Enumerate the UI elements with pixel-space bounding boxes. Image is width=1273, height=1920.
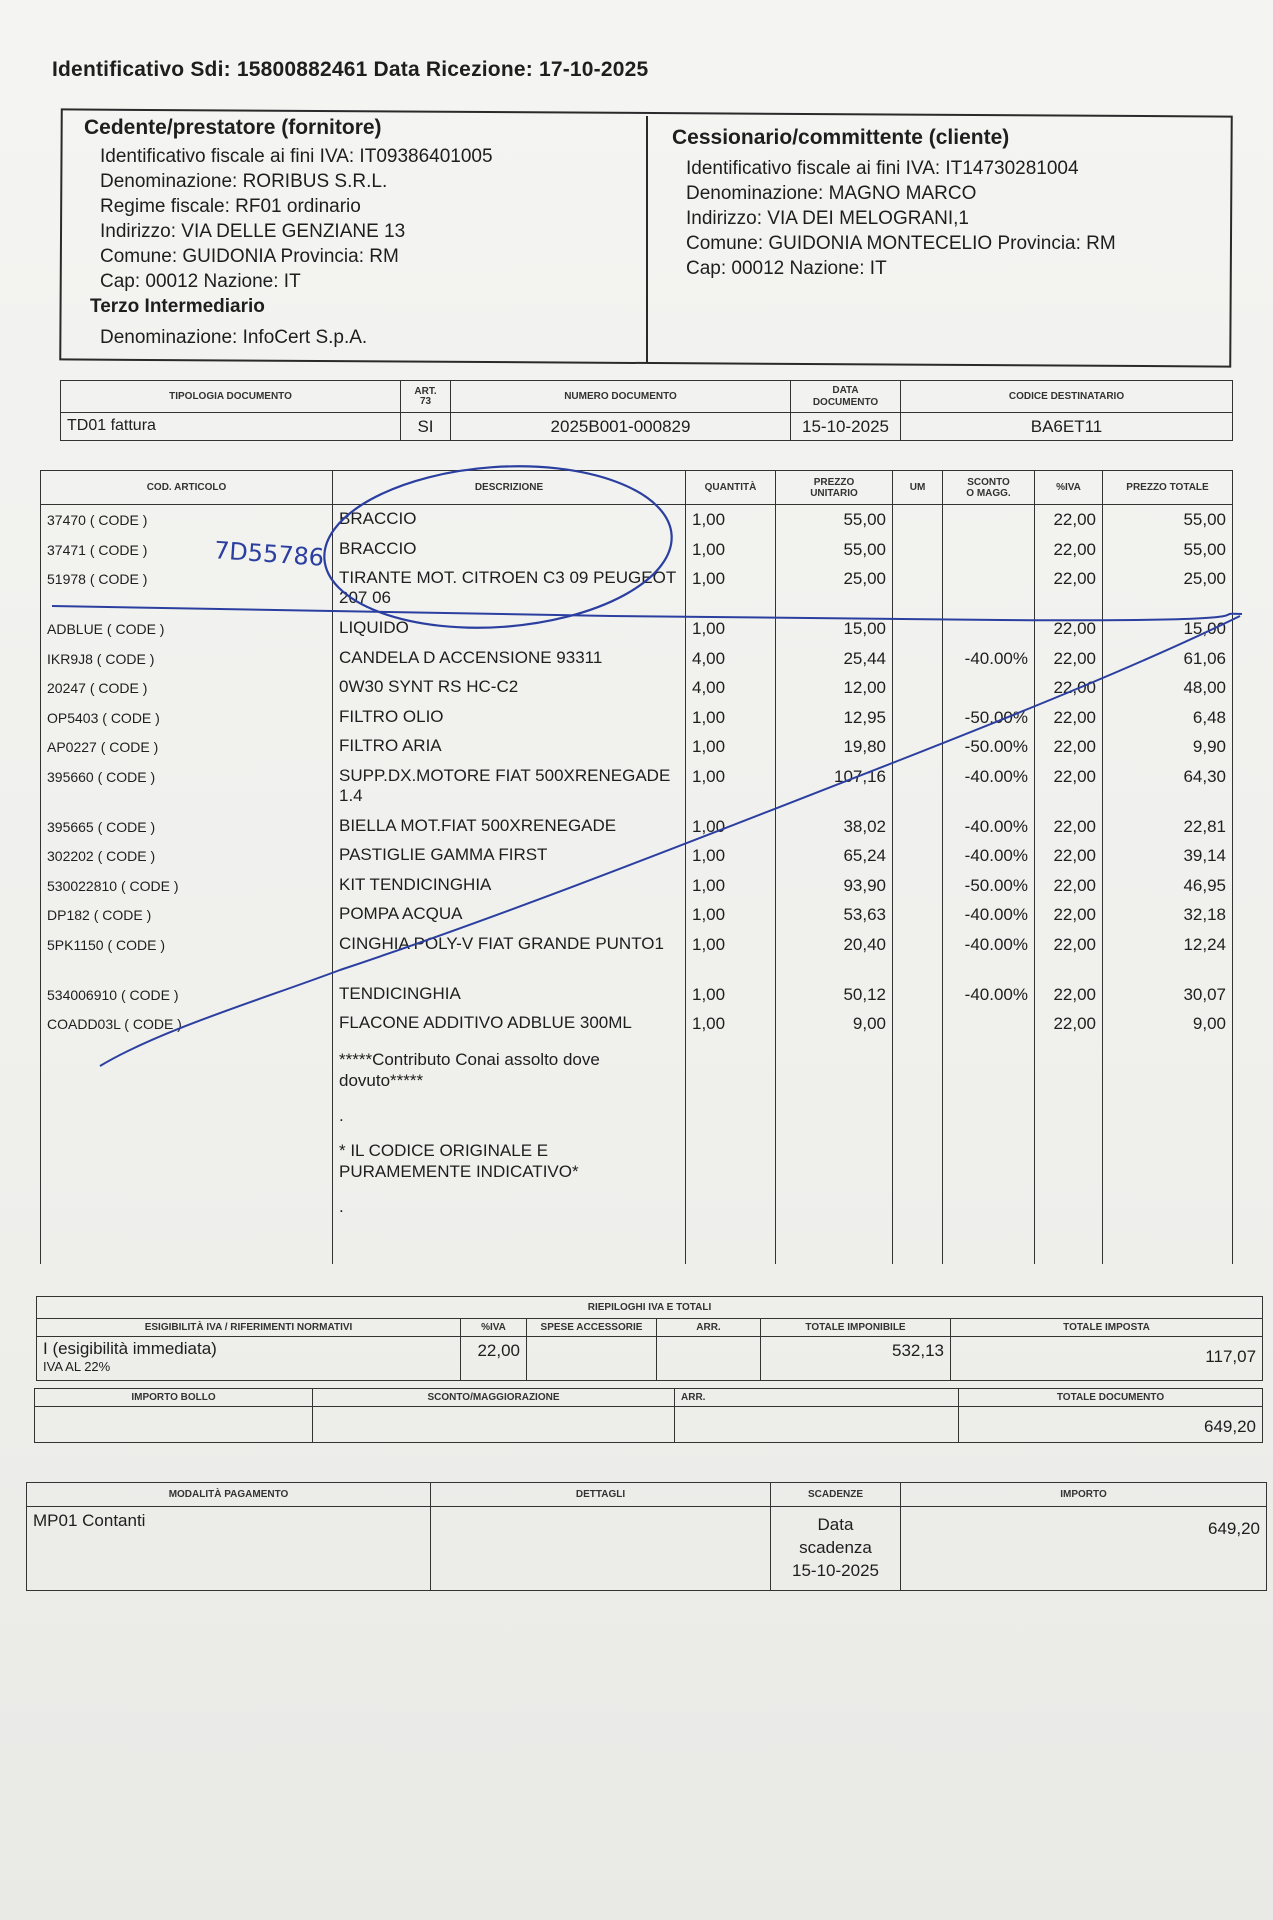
item-qty: 4,00 [692, 648, 726, 668]
item-disc: -40.00% [964, 934, 1028, 954]
item-desc: FLACONE ADDITIVO ADBLUE 300ML [339, 1013, 632, 1032]
pay-due: Data scadenza 15-10-2025 [771, 1507, 901, 1591]
qty-column [686, 505, 776, 1265]
item-qty: 1,00 [692, 510, 726, 529]
item-desc: 0W30 SYNT RS HC-C2 [339, 677, 519, 696]
item-total: 32,18 [1183, 905, 1226, 924]
item-disc [949, 1013, 1028, 1043]
item-total: 22,81 [1183, 816, 1226, 836]
item-code: 534006910 ( CODE ) [47, 986, 179, 1003]
item-price: 93,90 [843, 875, 886, 895]
arr-cell [657, 1337, 761, 1381]
seller-line: Cap: 00012 Nazione: IT [100, 271, 301, 292]
item-code: 395660 ( CODE ) [47, 768, 156, 785]
item-code: 51978 ( CODE ) [47, 571, 148, 587]
seller-line: Denominazione: RORIBUS S.R.L. [100, 171, 388, 192]
sdi-header: Identificativo Sdi: 15800882461 Data Ricezione: 17-10-2025 [52, 58, 649, 81]
item-qty: 1,00 [692, 619, 726, 638]
item-code: OP5403 ( CODE ) [47, 709, 160, 726]
intermediary-title: Terzo Intermediario [90, 296, 265, 317]
item-price: 12,95 [843, 707, 886, 727]
item-total: 61,06 [1183, 648, 1226, 668]
item-desc: FILTRO OLIO [339, 706, 444, 726]
art73-header: ART. 73 [401, 381, 451, 413]
item-iva: 22,00 [1053, 905, 1096, 924]
item-total: 15,00 [1183, 619, 1226, 638]
party-divider [646, 116, 648, 362]
item-qty: 1,00 [692, 539, 726, 559]
bollo-cell [35, 1407, 313, 1443]
item-iva: 22,00 [1053, 846, 1096, 865]
esig-cell [37, 1337, 461, 1381]
totdoc-header: TOTALE DOCUMENTO [959, 1389, 1263, 1407]
item-qty: 1,00 [692, 816, 726, 836]
item-note: . [339, 1105, 344, 1125]
esig-value: I (esigibilità immediata) [43, 1339, 217, 1358]
pay-amount: 649,20 [901, 1507, 1267, 1591]
item-disc [949, 509, 1028, 539]
item-iva: 22,00 [1053, 569, 1096, 588]
art73-value: SI [401, 413, 451, 441]
item-code: 302202 ( CODE ) [47, 848, 156, 864]
seller-block [84, 116, 634, 350]
pay-amount-header: IMPORTO [901, 1483, 1267, 1507]
item-desc: FILTRO ARIA [339, 736, 442, 755]
item-code: 395665 ( CODE ) [47, 818, 156, 835]
item-total: 30,07 [1183, 984, 1226, 1004]
col-code-header: COD. ARTICOLO [41, 471, 333, 505]
seller-line: Regime fiscale: RF01 ordinario [100, 196, 361, 217]
buyer-line: Identificativo fiscale ai fini IVA: IT14730281004 [686, 158, 1079, 179]
item-disc: -40.00% [964, 984, 1028, 1004]
item-desc: SUPP.DX.MOTORE FIAT 500XRENEGADE 1.4 [339, 765, 671, 805]
item-total: 48,00 [1183, 678, 1226, 697]
doc-type-header: TIPOLOGIA DOCUMENTO [61, 381, 401, 413]
item-desc: POMPA ACQUA [339, 904, 463, 923]
item-total: 6,48 [1192, 707, 1226, 727]
item-iva: 22,00 [1053, 707, 1096, 727]
item-desc: TIRANTE MOT. CITROEN C3 09 PEUGEOT 207 06 [339, 568, 676, 607]
item-qty: 1,00 [692, 875, 726, 895]
item-qty: 1,00 [692, 569, 726, 588]
item-total: 39,14 [1183, 846, 1226, 865]
item-code: 37470 ( CODE ) [47, 512, 148, 528]
item-qty: 1,00 [692, 846, 726, 865]
item-disc: -50.00% [964, 875, 1028, 895]
buyer-line: Denominazione: MAGNO MARCO [686, 183, 977, 204]
recipient-code-header: CODICE DESTINATARIO [901, 381, 1233, 413]
pay-mode: MP01 Contanti [27, 1507, 431, 1591]
col-discount-header: SCONTO O MAGG. [943, 471, 1035, 505]
item-note: * IL CODICE ORIGINALE E PURAMEMENTE INDICATIVO* [339, 1140, 579, 1181]
item-qty: 1,00 [692, 984, 726, 1004]
item-qty: 1,00 [692, 737, 726, 756]
arr-header: ARR. [657, 1319, 761, 1337]
item-desc: BRACCIO [339, 509, 417, 528]
item-desc: KIT TENDICINGHIA [339, 874, 492, 894]
seller-title: Cedente/prestatore (fornitore) [84, 116, 382, 139]
imposta-value: 117,07 [951, 1337, 1263, 1381]
item-qty: 1,00 [692, 707, 726, 727]
item-iva: 22,00 [1053, 934, 1096, 954]
item-qty: 1,00 [692, 934, 726, 954]
col-price-header: PREZZO UNITARIO [776, 471, 893, 505]
item-total: 46,95 [1183, 875, 1226, 895]
um-column [893, 505, 943, 1265]
item-desc: PASTIGLIE GAMMA FIRST [339, 845, 548, 864]
item-iva: 22,00 [1053, 984, 1096, 1004]
item-price: 25,44 [843, 648, 886, 668]
item-price: 53,63 [843, 905, 886, 924]
doc-number-header: NUMERO DOCUMENTO [451, 381, 791, 413]
buyer-line: Comune: GUIDONIA MONTECELIO Provincia: RM [686, 233, 1116, 254]
item-price: 12,00 [843, 678, 886, 697]
arr2-header: ARR. [675, 1389, 959, 1407]
payment-table [26, 1482, 1267, 1591]
buyer-line: Indirizzo: VIA DEI MELOGRANI,1 [686, 208, 969, 229]
item-price: 9,00 [852, 1014, 886, 1033]
item-code: COADD03L ( CODE ) [47, 1016, 182, 1032]
item-code: ADBLUE ( CODE ) [47, 621, 165, 637]
pay-details [431, 1507, 771, 1591]
item-price: 55,00 [843, 539, 886, 559]
pay-mode-header: MODALITÀ PAGAMENTO [27, 1483, 431, 1507]
item-disc: -50.00% [964, 737, 1028, 756]
item-disc [949, 568, 1028, 618]
pay-details-header: DETTAGLI [431, 1483, 771, 1507]
item-iva: 22,00 [1053, 678, 1096, 697]
item-price: 50,12 [843, 984, 886, 1004]
item-iva: 22,00 [1053, 766, 1096, 786]
item-qty: 1,00 [692, 905, 726, 924]
totdoc-value: 649,20 [959, 1407, 1263, 1443]
buyer-title: Cessionario/committente (cliente) [672, 126, 1010, 149]
item-disc: -50.00% [964, 707, 1028, 727]
item-code: 37471 ( CODE ) [47, 541, 148, 558]
item-price: 20,40 [843, 934, 886, 954]
item-iva: 22,00 [1053, 539, 1096, 559]
item-note: *****Contributo Conai assolto dove dovuto***** [339, 1049, 600, 1090]
seller-line: Identificativo fiscale ai fini IVA: IT09386401005 [100, 146, 493, 167]
esig-sub: IVA AL 22% [43, 1359, 111, 1374]
summary-title: RIEPILOGHI IVA E TOTALI [37, 1297, 1263, 1319]
spese-header: SPESE ACCESSORIE [527, 1319, 657, 1337]
item-price: 107,16 [834, 766, 886, 786]
sconto-header: SCONTO/MAGGIORAZIONE [313, 1389, 675, 1407]
item-total: 9,00 [1192, 1014, 1226, 1033]
bollo-header: IMPORTO BOLLO [35, 1389, 313, 1407]
seller-line: Indirizzo: VIA DELLE GENZIANE 13 [100, 221, 406, 242]
summary-iva: 22,00 [461, 1337, 527, 1381]
vat-summary-table [36, 1296, 1263, 1381]
sconto-cell [313, 1407, 675, 1443]
item-disc: -40.00% [964, 846, 1028, 865]
seller-line: Comune: GUIDONIA Provincia: RM [100, 246, 399, 267]
item-iva: 22,00 [1053, 510, 1096, 529]
imponibile-value: 532,13 [761, 1337, 951, 1381]
doc-date: 15-10-2025 [791, 413, 901, 441]
item-price: 19,80 [843, 737, 886, 756]
item-disc [949, 618, 1028, 648]
item-disc: -40.00% [964, 816, 1028, 836]
item-note: . [339, 1196, 344, 1216]
intermediary-line: Denominazione: InfoCert S.p.A. [100, 327, 368, 348]
col-iva-header: %IVA [1035, 471, 1103, 505]
item-price: 55,00 [843, 510, 886, 529]
imposta-header: TOTALE IMPOSTA [951, 1319, 1263, 1337]
col-qty-header: QUANTITÀ [686, 471, 776, 505]
item-desc: CINGHIA POLY-V FIAT GRANDE PUNTO1 [339, 933, 664, 953]
totals-table [34, 1388, 1263, 1443]
item-iva: 22,00 [1053, 1014, 1096, 1033]
item-disc: -40.00% [964, 905, 1028, 924]
item-desc: LIQUIDO [339, 618, 409, 637]
item-desc: BIELLA MOT.FIAT 500XRENEGADE [339, 815, 617, 835]
doc-number: 2025B001-000829 [451, 413, 791, 441]
total-column [1103, 505, 1233, 1265]
item-desc: TENDICINGHIA [339, 983, 461, 1003]
doc-date-header: DATA DOCUMENTO [791, 381, 901, 413]
col-total-header: PREZZO TOTALE [1103, 471, 1233, 505]
col-desc-header: DESCRIZIONE [333, 471, 686, 505]
spese-cell [527, 1337, 657, 1381]
iva-column [1035, 505, 1103, 1265]
item-iva: 22,00 [1053, 875, 1096, 895]
summary-iva-header: %IVA [461, 1319, 527, 1337]
buyer-line: Cap: 00012 Nazione: IT [686, 258, 887, 279]
item-disc [949, 539, 1028, 569]
codes-column [41, 505, 333, 1265]
item-code: 5PK1150 ( CODE ) [47, 936, 166, 953]
item-iva: 22,00 [1053, 737, 1096, 756]
item-code: AP0227 ( CODE ) [47, 739, 159, 755]
item-total: 9,90 [1192, 737, 1226, 756]
item-code: IKR9J8 ( CODE ) [47, 650, 155, 667]
doc-type: TD01 fattura [61, 413, 401, 441]
items-body [41, 505, 1233, 1265]
item-total: 25,00 [1183, 569, 1226, 588]
price-column [776, 505, 893, 1265]
document-info-table [60, 380, 1233, 441]
item-qty: 1,00 [692, 766, 726, 786]
col-um-header: UM [893, 471, 943, 505]
imponibile-header: TOTALE IMPONIBILE [761, 1319, 951, 1337]
handwritten-note: 7D55786 [213, 536, 325, 572]
item-iva: 22,00 [1053, 648, 1096, 668]
item-disc: -40.00% [964, 648, 1028, 668]
item-price: 38,02 [843, 816, 886, 836]
item-desc: CANDELA D ACCENSIONE 93311 [339, 647, 603, 667]
item-code: 20247 ( CODE ) [47, 680, 148, 696]
item-total: 55,00 [1183, 539, 1226, 559]
item-price: 15,00 [843, 619, 886, 638]
item-total: 55,00 [1183, 510, 1226, 529]
pay-due-header: SCADENZE [771, 1483, 901, 1507]
desc-column [333, 505, 686, 1265]
item-desc: BRACCIO [339, 538, 417, 558]
item-total: 64,30 [1183, 766, 1226, 786]
item-price: 65,24 [843, 846, 886, 865]
discount-column [943, 505, 1035, 1265]
arr2-cell [675, 1407, 959, 1443]
recipient-code: BA6ET11 [901, 413, 1233, 441]
item-disc [949, 677, 1028, 707]
item-disc: -40.00% [964, 766, 1028, 786]
item-code: DP182 ( CODE ) [47, 907, 152, 923]
item-total: 12,24 [1183, 934, 1226, 954]
item-price: 25,00 [843, 569, 886, 588]
item-iva: 22,00 [1053, 619, 1096, 638]
item-code: 530022810 ( CODE ) [47, 877, 179, 894]
item-iva: 22,00 [1053, 816, 1096, 836]
esig-header: ESIGIBILITÀ IVA / RIFERIMENTI NORMATIVI [37, 1319, 461, 1337]
item-qty: 4,00 [692, 678, 726, 697]
item-qty: 1,00 [692, 1014, 726, 1033]
buyer-block [672, 126, 1232, 281]
items-table [40, 470, 1233, 1264]
